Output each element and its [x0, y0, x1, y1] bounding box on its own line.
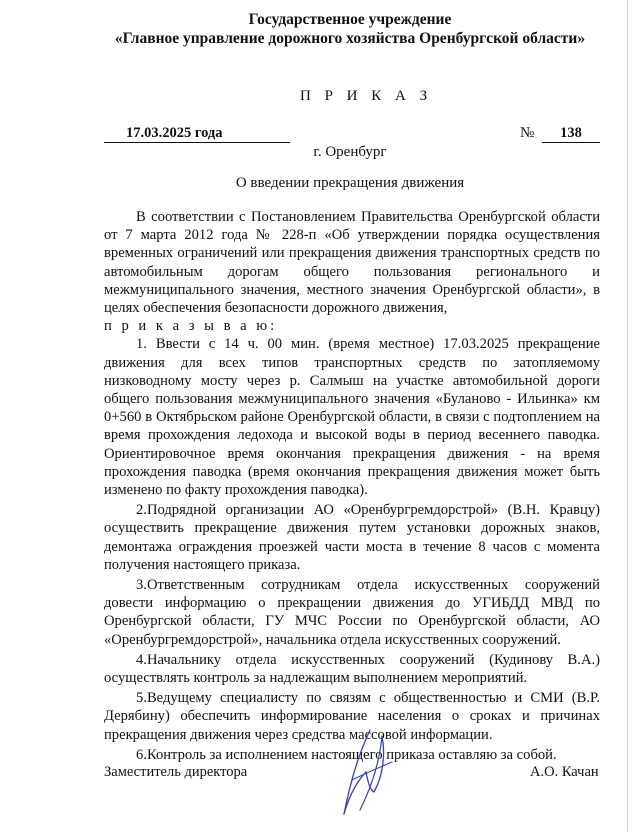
- document-subject: О введении прекращения движения: [235, 175, 465, 191]
- signer-position: Заместитель директора: [104, 764, 248, 780]
- order-item-2: 2.Подрядной организации АО «Оренбургремдорстрой» (В.Н. Кравцу) осуществить прекращение движения путем установки дорожных знаков, демонтажа ограждения проезжей части моста в течение 8 часов с момента получения настоящего приказа.: [104, 502, 600, 573]
- organization-line-2: «Главное управление дорожного хозяйства Оренбургской области»: [114, 30, 586, 47]
- document-number: 138: [542, 124, 600, 143]
- document-city: г. Оренбург: [313, 144, 387, 160]
- order-item-6: 6.Контроль за исполнением настоящего приказа оставляю за собой.: [136, 746, 557, 763]
- order-item-4: 4.Начальнику отдела искусственных сооружений (Кудинову В.А.) осуществлять контроль за надлежащим выполнением мероприятий.: [104, 651, 600, 687]
- order-item-5: 5.Ведущему специалисту по связям с общественностью и СМИ (В.Р. Дерябину) обеспечить информирование населения о сроках и причинах прекращения движения через средства массовой информации.: [104, 690, 600, 743]
- intro-paragraph: В соответствии с Постановлением Правительства Оренбургской области от 7 марта 2012 года № 228-п «Об утверждении порядка осуществления временных ограничений или прекращения движения транспортных средств по автомобильным дорогам общего пользования регионального и межмуниципального значения, местного значения Оренбургской области», в целях обеспечения безопасности дорожного движения,: [104, 209, 600, 317]
- document-body: [104, 208, 600, 764]
- page-edge: [627, 0, 628, 832]
- signer-name: А.О. Качан: [530, 764, 599, 780]
- document-type: П Р И К А З: [300, 88, 433, 104]
- order-item-3: 3.Ответственным сотрудникам отдела искусственных сооружений довести информацию о прекращении движения до УГИБДД МВД по Оренбургской области, ГУ МЧС России по Оренбургской области, АО «Оренбургремдорстрой», начальника отдела искусственных сооружений.: [104, 577, 600, 648]
- order-item-1: 1. Ввести с 14 ч. 00 мин. (время местное) 17.03.2025 прекращение движения для всех типов транспортных средств по затопляемому низководному мосту через р. Салмыш на участке автомобильной дороги общего пользования межмуниципального значения «Буланово - Ильинка» км 0+560 в Октябрьском районе Оренбургской области, в связи с подтоплением на время прохождения ледохода и высокой воды в период весеннего паводка. Ориентировочное время окончания прекращения движения - на время прохождения паводка (время окончания прекращения движения может быть изменено по факту прохождения паводка).: [104, 336, 600, 499]
- document-date: 17.03.2025 года: [104, 124, 290, 143]
- order-word: п р и к а з ы в а ю:: [104, 318, 278, 335]
- handwritten-signature: [330, 722, 410, 822]
- organization-line-1: Государственное учреждение: [248, 11, 452, 28]
- number-sign: №: [520, 125, 535, 141]
